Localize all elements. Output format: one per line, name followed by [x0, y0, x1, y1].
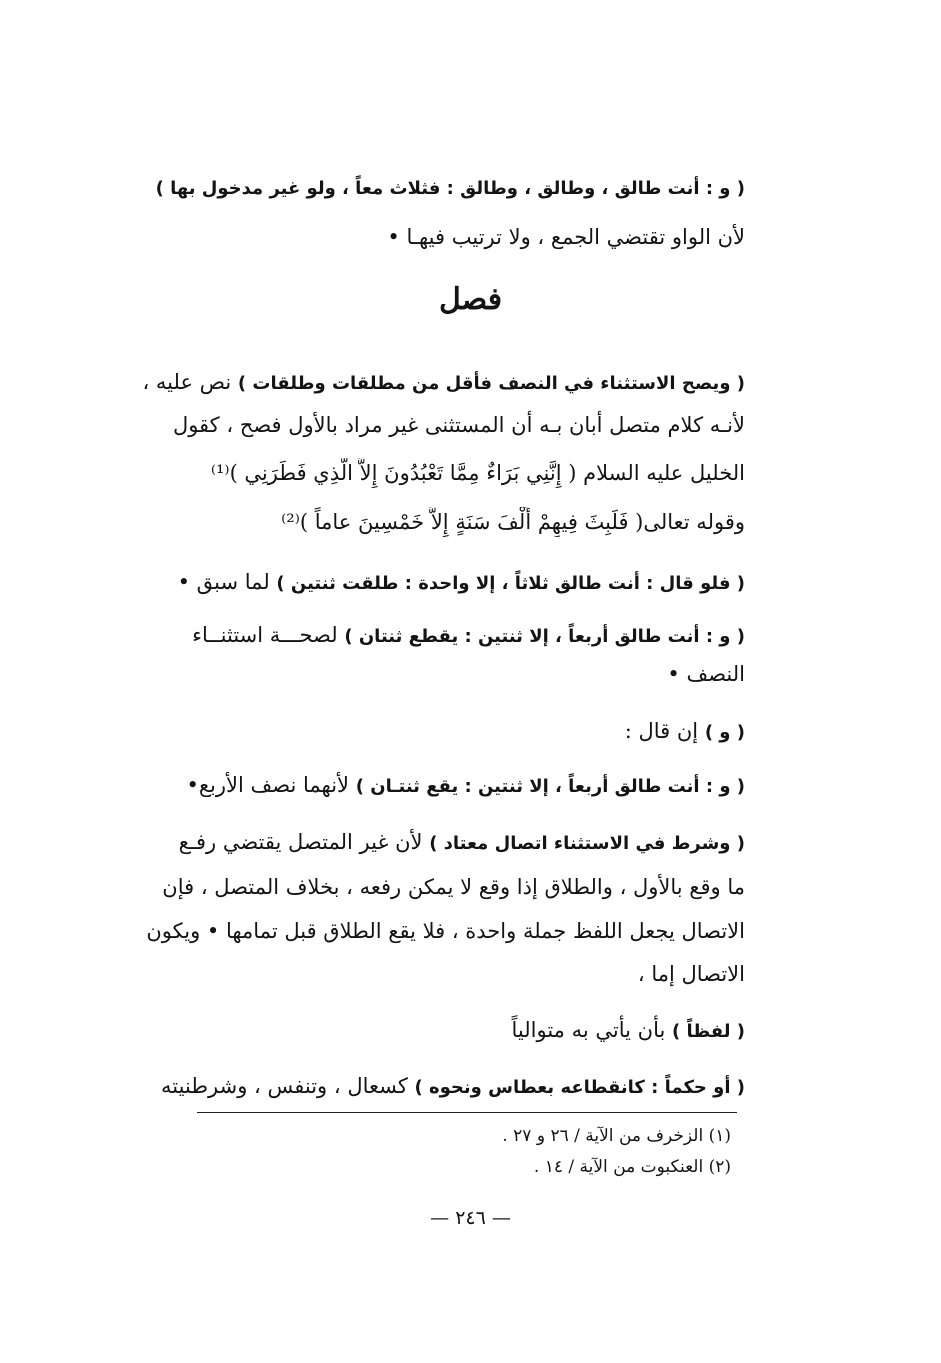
text-line-2	[100, 222, 745, 252]
sharh-text: بأن يأتي به متوالياً	[511, 1018, 672, 1042]
footnote-2: (٢) العنكبوت من الآية / ١٤ .	[533, 1157, 731, 1177]
sharh-text: الاتصال إما ،	[637, 962, 745, 986]
sharh-text: لما سبق •	[177, 570, 277, 594]
text-line-17	[100, 1071, 745, 1103]
sharh-text: لأنهما نصف الأربع•	[186, 773, 356, 797]
sharh-text: لأن الواو تقتضي الجمع ، ولا ترتيب فيهـا •	[387, 225, 745, 249]
sharh-text: نص عليه ،	[142, 370, 238, 394]
sharh-text: الاتصال يجعل اللفظ جملة واحدة ، فلا يقع الطلاق قبل تمامها • ويكون	[146, 919, 745, 943]
sharh-text: ما وقع بالأول ، والطلاق إذا وقع لا يمكن رفعه ، بخلاف المتصل ، فإن	[162, 875, 745, 899]
matn-text: ( و )	[704, 722, 745, 743]
matn-text: ( و : أنت طالق أربعاً ، إلا ثنتين : يقطع ثنتان )	[344, 626, 745, 647]
matn-text: ( ويصح الاستثناء في النصف فأقل من مطلقات وطلقات )	[237, 373, 745, 394]
text-line-8	[100, 620, 745, 652]
sharh-text: إن قال :	[624, 719, 705, 743]
quran-quote: الخليل عليه السلام ( إِنَّنِي بَرَاءٌ مِمَّا تَعْبُدُونَ إِلاَّ الَّذِي فَطَرَنِي )⁽¹⁾	[210, 461, 745, 485]
text-line-4	[100, 410, 745, 440]
footnote-divider	[197, 1112, 737, 1113]
sharh-text: لأن غير المتصل يقتضي رفـع	[178, 830, 430, 854]
text-line-3	[100, 367, 745, 399]
footnote-1: (١) الزخرف من الآية / ٢٦ و ٢٧ .	[502, 1126, 731, 1146]
quran-quote: وقوله تعالى( فَلَبِثَ فِيهِمْ أَلْفَ سَنَةٍ إِلاَّ خَمْسِينَ عاماً )⁽²⁾	[281, 510, 745, 534]
text-line-10	[100, 716, 745, 748]
text-line-11	[100, 770, 745, 802]
text-line-1	[100, 172, 745, 204]
text-line-5	[100, 458, 745, 488]
matn-text: ( و : أنت طالق ، وطالق ، وطالق : فثلاث معاً ، ولو غير مدخول بها )	[155, 178, 745, 199]
text-line-15	[100, 959, 745, 989]
text-line-9	[100, 659, 745, 689]
matn-text: ( أو حكماً : كانقطاعه بعطاس ونحوه )	[414, 1077, 745, 1098]
matn-text: ( فلو قال : أنت طالق ثلاثاً ، إلا واحدة : طلقت ثنتين )	[276, 573, 745, 594]
matn-text: ( و : أنت طالق أربعاً ، إلا ثنتين : يقع ثنتـان )	[355, 776, 745, 797]
section-heading: فصل	[438, 282, 503, 317]
page-number: — ٢٤٦ —	[430, 1207, 511, 1229]
text-line-12	[100, 827, 745, 859]
sharh-text: لأنـه كلام متصل أبان بـه أن المستثنى غير مراد بالأول فصح ، كقول	[172, 413, 745, 437]
text-line-16	[100, 1015, 745, 1047]
text-line-13	[100, 872, 745, 902]
text-line-6	[100, 507, 745, 537]
sharh-text: كسعال ، وتنفس ، وشرطنيته	[161, 1074, 415, 1098]
sharh-text: لصحـــة استثنــاء	[192, 623, 345, 647]
sharh-text: النصف •	[667, 662, 745, 686]
matn-text: ( وشرط في الاستثناء اتصال معتاد )	[429, 833, 745, 854]
matn-text: ( لفظاً )	[672, 1021, 745, 1042]
text-line-7	[100, 567, 745, 599]
text-line-14	[100, 916, 745, 946]
